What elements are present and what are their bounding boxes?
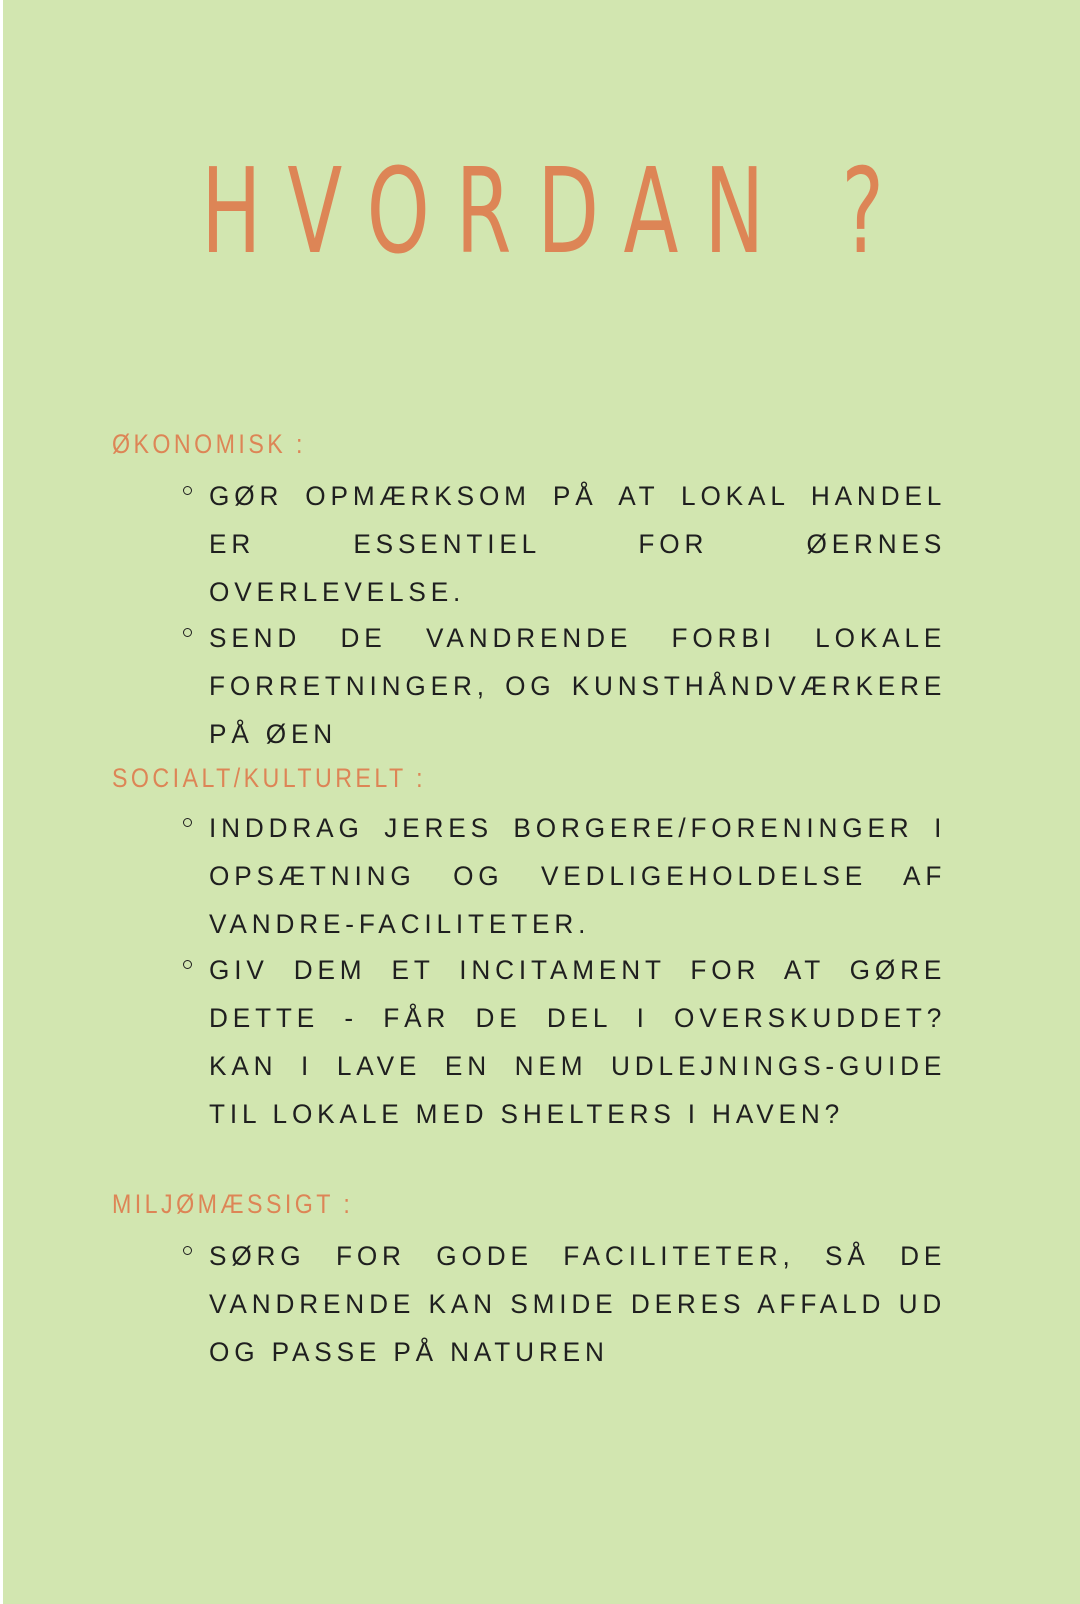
bullet-circle-icon [183, 486, 192, 495]
page-title: HVORDAN ? [201, 142, 910, 280]
section-heading-okonomisk: ØKONOMISK : [112, 429, 306, 459]
list-item-text: GIV DEM ET INCITAMENT FOR AT GØRE DETTE - FÅR DE DEL I OVERSKUDDET? KAN I LAVE EN NEM UDLEJNINGS-GUIDE TIL LOKALE MED SHELTERS I HAVEN? [209, 955, 947, 1129]
list-item-text: SØRG FOR GODE FACILITETER, SÅ DE VANDRENDE KAN SMIDE DERES AFFALD UD OG PASSE PÅ NATUREN [209, 1241, 947, 1367]
list-item-text: SEND DE VANDRENDE FORBI LOKALE FORRETNINGER, OG KUNSTHÅNDVÆRKERE PÅ ØEN [209, 623, 947, 749]
bullet-circle-icon [183, 628, 192, 637]
section-heading-miljomaessigt: MILJØMÆSSIGT : [112, 1189, 354, 1219]
bullet-circle-icon [183, 818, 192, 827]
list-item-text: INDDRAG JERES BORGERE/FORENINGER I OPSÆTNING OG VEDLIGEHOLDELSE AF VANDRE-FACILITETER. [209, 813, 947, 939]
list-item-text: GØR OPMÆRKSOM PÅ AT LOKAL HANDEL ER ESSENTIEL FOR ØERNES OVERLEVELSE. [209, 481, 947, 607]
poster-page [3, 0, 1080, 1604]
section-heading-socialt-kulturelt: SOCIALT/KULTURELT : [112, 763, 426, 793]
bullet-circle-icon [183, 960, 192, 969]
bullet-circle-icon [183, 1246, 192, 1255]
